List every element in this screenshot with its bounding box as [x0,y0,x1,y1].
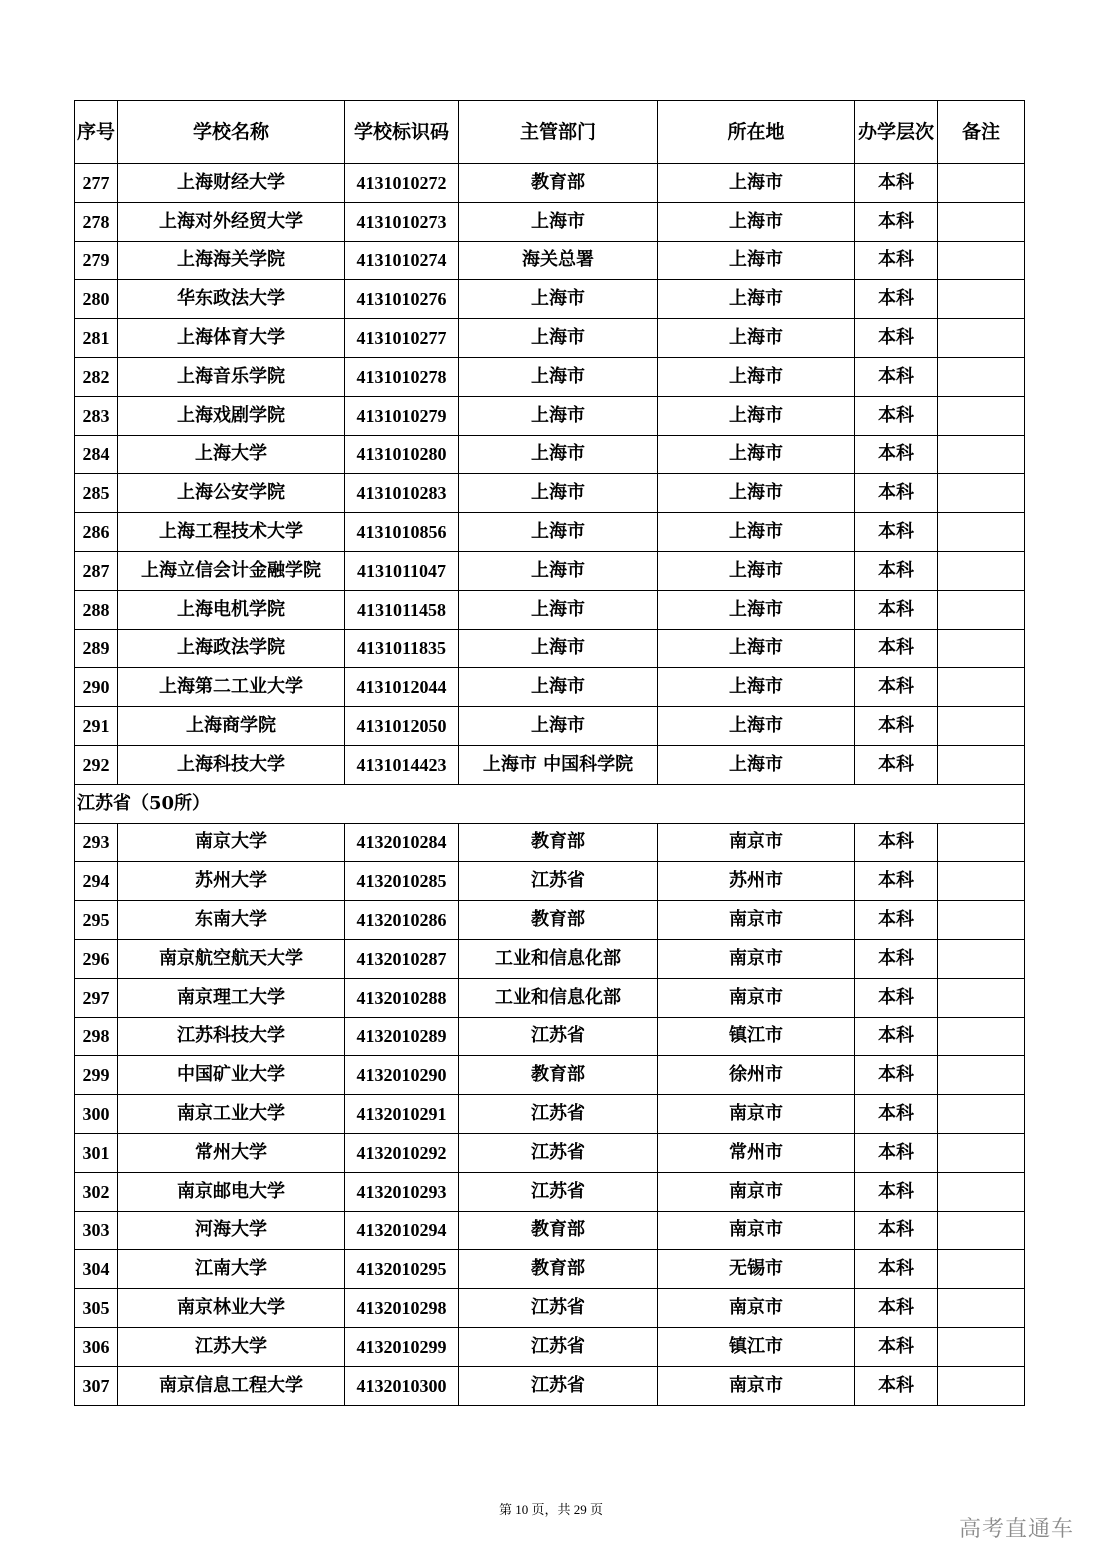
cell-school-name: 上海政法学院 [118,629,345,668]
cell-seq: 285 [75,474,118,513]
cell-school-code: 4131010279 [345,396,459,435]
header-seq: 序号 [75,101,118,164]
cell-school-code: 4131012044 [345,668,459,707]
header-location: 所在地 [658,101,855,164]
cell-level: 本科 [855,396,938,435]
jiangsu-rows [75,823,1025,1405]
cell-school-code: 4132010294 [345,1211,459,1250]
cell-level: 本科 [855,1327,938,1366]
table-row [75,357,1025,396]
cell-school-name: 南京林业大学 [118,1289,345,1328]
cell-dept: 海关总署 [459,241,658,280]
section-row [75,784,1025,823]
cell-note [938,901,1025,940]
cell-level: 本科 [855,241,938,280]
cell-location: 上海市 [658,202,855,241]
cell-level: 本科 [855,901,938,940]
cell-seq: 282 [75,357,118,396]
cell-school-code: 4131010280 [345,435,459,474]
cell-seq: 280 [75,280,118,319]
table-row [75,1250,1025,1289]
cell-seq: 289 [75,629,118,668]
cell-level: 本科 [855,823,938,862]
cell-location: 镇江市 [658,1017,855,1056]
cell-seq: 305 [75,1289,118,1328]
cell-seq: 304 [75,1250,118,1289]
cell-seq: 300 [75,1095,118,1134]
cell-level: 本科 [855,202,938,241]
table-row [75,202,1025,241]
table-row [75,629,1025,668]
cell-school-name: 江南大学 [118,1250,345,1289]
cell-location: 上海市 [658,707,855,746]
watermark: 高考直通车 [958,1517,1074,1542]
cell-dept: 教育部 [459,823,658,862]
section-title-jiangsu: 江苏省（50所） [75,784,1025,823]
table-row [75,319,1025,358]
cell-location: 南京市 [658,939,855,978]
cell-dept: 教育部 [459,1056,658,1095]
table-row [75,862,1025,901]
cell-location: 南京市 [658,1289,855,1328]
cell-location: 徐州市 [658,1056,855,1095]
cell-location: 上海市 [658,435,855,474]
cell-location: 南京市 [658,1366,855,1405]
cell-level: 本科 [855,1095,938,1134]
cell-level: 本科 [855,1289,938,1328]
table-row [75,1327,1025,1366]
cell-dept: 上海市 中国科学院 [459,745,658,784]
table-row [75,474,1025,513]
cell-school-code: 4131010283 [345,474,459,513]
cell-school-code: 4131011047 [345,551,459,590]
cell-seq: 297 [75,978,118,1017]
cell-school-code: 4131011835 [345,629,459,668]
cell-school-name: 南京邮电大学 [118,1172,345,1211]
cell-dept: 江苏省 [459,1172,658,1211]
cell-dept: 上海市 [459,357,658,396]
cell-school-name: 苏州大学 [118,862,345,901]
cell-note [938,1172,1025,1211]
table-row [75,707,1025,746]
header-note: 备注 [938,101,1025,164]
cell-school-name: 上海科技大学 [118,745,345,784]
cell-school-name: 上海音乐学院 [118,357,345,396]
cell-dept: 上海市 [459,435,658,474]
cell-level: 本科 [855,707,938,746]
cell-dept: 上海市 [459,202,658,241]
cell-location: 上海市 [658,668,855,707]
cell-location: 南京市 [658,978,855,1017]
cell-location: 镇江市 [658,1327,855,1366]
cell-location: 上海市 [658,629,855,668]
cell-note [938,707,1025,746]
cell-school-code: 4131010278 [345,357,459,396]
header-level: 办学层次 [855,101,938,164]
table-row [75,551,1025,590]
cell-school-name: 河海大学 [118,1211,345,1250]
cell-school-name: 上海工程技术大学 [118,513,345,552]
cell-note [938,668,1025,707]
table-row [75,164,1025,203]
cell-dept: 江苏省 [459,1017,658,1056]
cell-note [938,551,1025,590]
cell-note [938,357,1025,396]
table-row [75,1133,1025,1172]
cell-seq: 302 [75,1172,118,1211]
cell-note [938,1211,1025,1250]
cell-school-name: 华东政法大学 [118,280,345,319]
cell-school-code: 4131010856 [345,513,459,552]
cell-note [938,862,1025,901]
cell-note [938,745,1025,784]
cell-level: 本科 [855,164,938,203]
cell-location: 上海市 [658,474,855,513]
cell-seq: 277 [75,164,118,203]
cell-note [938,1327,1025,1366]
table-row [75,978,1025,1017]
cell-dept: 江苏省 [459,862,658,901]
cell-location: 上海市 [658,396,855,435]
cell-level: 本科 [855,319,938,358]
cell-location: 上海市 [658,164,855,203]
cell-school-name: 上海对外经贸大学 [118,202,345,241]
cell-seq: 283 [75,396,118,435]
cell-level: 本科 [855,1250,938,1289]
cell-note [938,513,1025,552]
table-header [75,101,1025,164]
cell-level: 本科 [855,1172,938,1211]
cell-school-code: 4132010286 [345,901,459,940]
cell-note [938,1133,1025,1172]
cell-seq: 295 [75,901,118,940]
cell-level: 本科 [855,435,938,474]
cell-seq: 294 [75,862,118,901]
cell-level: 本科 [855,668,938,707]
cell-seq: 307 [75,1366,118,1405]
cell-dept: 江苏省 [459,1095,658,1134]
cell-note [938,1017,1025,1056]
cell-school-name: 江苏科技大学 [118,1017,345,1056]
table-row [75,745,1025,784]
cell-school-name: 上海大学 [118,435,345,474]
cell-school-name: 上海电机学院 [118,590,345,629]
cell-dept: 上海市 [459,513,658,552]
cell-location: 上海市 [658,319,855,358]
cell-note [938,1250,1025,1289]
cell-dept: 江苏省 [459,1133,658,1172]
cell-location: 上海市 [658,590,855,629]
cell-level: 本科 [855,1211,938,1250]
table-row [75,513,1025,552]
table-row [75,1366,1025,1405]
table-row [75,668,1025,707]
cell-seq: 288 [75,590,118,629]
cell-location: 南京市 [658,1095,855,1134]
cell-level: 本科 [855,590,938,629]
cell-seq: 301 [75,1133,118,1172]
cell-dept: 江苏省 [459,1366,658,1405]
cell-school-name: 上海体育大学 [118,319,345,358]
cell-school-name: 东南大学 [118,901,345,940]
school-list-sheet [74,100,1024,1406]
page-footer: 第 10 页，共 29 页 [498,1502,603,1517]
cell-level: 本科 [855,1056,938,1095]
cell-dept: 教育部 [459,901,658,940]
cell-dept: 教育部 [459,1250,658,1289]
table-row [75,1095,1025,1134]
cell-seq: 286 [75,513,118,552]
cell-level: 本科 [855,280,938,319]
cell-school-code: 4131012050 [345,707,459,746]
cell-location: 常州市 [658,1133,855,1172]
cell-note [938,629,1025,668]
cell-note [938,164,1025,203]
table-row [75,901,1025,940]
cell-note [938,1056,1025,1095]
cell-note [938,396,1025,435]
cell-location: 上海市 [658,241,855,280]
cell-seq: 306 [75,1327,118,1366]
table-row [75,435,1025,474]
cell-location: 上海市 [658,745,855,784]
cell-location: 上海市 [658,551,855,590]
cell-level: 本科 [855,862,938,901]
cell-dept: 上海市 [459,319,658,358]
cell-seq: 281 [75,319,118,358]
cell-school-code: 4132010288 [345,978,459,1017]
cell-level: 本科 [855,1017,938,1056]
cell-dept: 上海市 [459,629,658,668]
cell-location: 南京市 [658,901,855,940]
cell-school-code: 4131014423 [345,745,459,784]
cell-school-code: 4132010295 [345,1250,459,1289]
table-row [75,396,1025,435]
cell-location: 上海市 [658,513,855,552]
header-name: 学校名称 [118,101,345,164]
cell-school-name: 上海商学院 [118,707,345,746]
cell-level: 本科 [855,978,938,1017]
cell-seq: 296 [75,939,118,978]
cell-school-code: 4132010298 [345,1289,459,1328]
cell-note [938,1366,1025,1405]
cell-location: 上海市 [658,280,855,319]
cell-school-code: 4132010299 [345,1327,459,1366]
cell-level: 本科 [855,745,938,784]
cell-note [938,241,1025,280]
cell-note [938,590,1025,629]
cell-level: 本科 [855,939,938,978]
cell-note [938,435,1025,474]
cell-note [938,280,1025,319]
jiangsu-section [75,784,1025,823]
cell-dept: 上海市 [459,396,658,435]
cell-school-name: 南京理工大学 [118,978,345,1017]
school-table [74,100,1025,1406]
cell-school-code: 4132010289 [345,1017,459,1056]
cell-school-code: 4131011458 [345,590,459,629]
cell-note [938,319,1025,358]
cell-level: 本科 [855,357,938,396]
cell-school-code: 4132010290 [345,1056,459,1095]
cell-note [938,939,1025,978]
cell-school-code: 4131010272 [345,164,459,203]
cell-school-code: 4132010293 [345,1172,459,1211]
table-row [75,1056,1025,1095]
cell-level: 本科 [855,629,938,668]
cell-note [938,978,1025,1017]
table-row [75,1172,1025,1211]
cell-school-name: 常州大学 [118,1133,345,1172]
table-row [75,939,1025,978]
table-row [75,241,1025,280]
cell-school-name: 南京信息工程大学 [118,1366,345,1405]
cell-seq: 278 [75,202,118,241]
cell-note [938,1289,1025,1328]
cell-dept: 工业和信息化部 [459,939,658,978]
cell-school-code: 4132010292 [345,1133,459,1172]
cell-seq: 290 [75,668,118,707]
cell-dept: 上海市 [459,590,658,629]
cell-dept: 教育部 [459,1211,658,1250]
table-row [75,280,1025,319]
cell-school-name: 上海戏剧学院 [118,396,345,435]
cell-note [938,202,1025,241]
header-code: 学校标识码 [345,101,459,164]
cell-dept: 上海市 [459,551,658,590]
cell-school-code: 4132010287 [345,939,459,978]
cell-school-name: 江苏大学 [118,1327,345,1366]
cell-dept: 上海市 [459,668,658,707]
cell-seq: 284 [75,435,118,474]
header-dept: 主管部门 [459,101,658,164]
cell-dept: 上海市 [459,474,658,513]
cell-school-name: 上海第二工业大学 [118,668,345,707]
cell-seq: 293 [75,823,118,862]
cell-level: 本科 [855,551,938,590]
cell-note [938,474,1025,513]
cell-dept: 上海市 [459,707,658,746]
table-row [75,1017,1025,1056]
cell-seq: 287 [75,551,118,590]
cell-seq: 292 [75,745,118,784]
shanghai-rows [75,164,1025,785]
cell-school-code: 4132010291 [345,1095,459,1134]
cell-school-code: 4131010276 [345,280,459,319]
cell-school-code: 4131010273 [345,202,459,241]
cell-school-code: 4131010277 [345,319,459,358]
cell-seq: 298 [75,1017,118,1056]
cell-school-name: 南京大学 [118,823,345,862]
cell-school-name: 南京工业大学 [118,1095,345,1134]
cell-level: 本科 [855,1133,938,1172]
cell-location: 苏州市 [658,862,855,901]
cell-seq: 299 [75,1056,118,1095]
cell-school-code: 4132010284 [345,823,459,862]
cell-dept: 江苏省 [459,1327,658,1366]
cell-location: 南京市 [658,1172,855,1211]
cell-school-code: 4132010300 [345,1366,459,1405]
cell-school-name: 上海立信会计金融学院 [118,551,345,590]
cell-seq: 279 [75,241,118,280]
table-row [75,1211,1025,1250]
cell-location: 上海市 [658,357,855,396]
cell-seq: 291 [75,707,118,746]
table-row [75,1289,1025,1328]
cell-school-code: 4132010285 [345,862,459,901]
table-row [75,590,1025,629]
cell-dept: 教育部 [459,164,658,203]
cell-dept: 上海市 [459,280,658,319]
cell-school-name: 上海公安学院 [118,474,345,513]
cell-level: 本科 [855,513,938,552]
cell-seq: 303 [75,1211,118,1250]
cell-level: 本科 [855,474,938,513]
cell-level: 本科 [855,1366,938,1405]
cell-note [938,823,1025,862]
cell-dept: 江苏省 [459,1289,658,1328]
cell-note [938,1095,1025,1134]
cell-location: 南京市 [658,1211,855,1250]
cell-school-name: 上海财经大学 [118,164,345,203]
cell-school-code: 4131010274 [345,241,459,280]
cell-location: 南京市 [658,823,855,862]
cell-school-name: 中国矿业大学 [118,1056,345,1095]
cell-school-name: 上海海关学院 [118,241,345,280]
cell-location: 无锡市 [658,1250,855,1289]
cell-dept: 工业和信息化部 [459,978,658,1017]
cell-school-name: 南京航空航天大学 [118,939,345,978]
table-row [75,823,1025,862]
